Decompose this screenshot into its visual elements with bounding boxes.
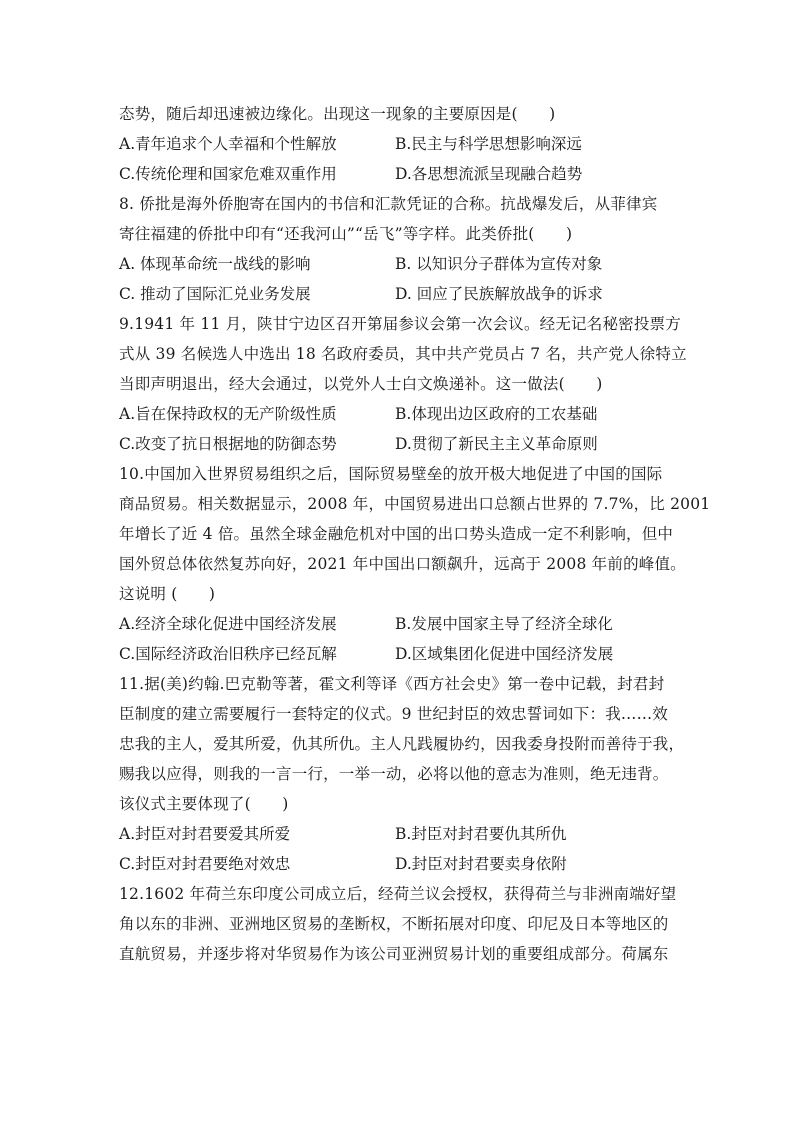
question-10-options-row: [119, 609, 689, 639]
question-11-stem-line: 该仪式主要体现了( ): [119, 795, 289, 813]
option-b: B.民主与科学思想影响深远: [395, 135, 582, 153]
question-12: [119, 879, 689, 969]
option-b: B.体现出边区政府的工农基础: [395, 405, 598, 423]
question-11-stem-line: 11.据(美)约翰.巴克勒等著，霍文利等译《西方社会史》第一卷中记载，封君封: [119, 675, 665, 693]
question-9-stem-line: 式从 39 名候选人中选出 18 名政府委员，其中共产党员占 7 名，共产党人徐特立: [119, 345, 687, 363]
question-11-options-row: [119, 849, 689, 879]
question-10-stem-line: 国外贸总体依然复苏向好，2021 年中国出口额飙升，远高于 2008 年前的峰值。: [119, 555, 686, 573]
question-9-options-row: [119, 429, 689, 459]
option-a: A.旨在保持政权的无产阶级性质: [119, 405, 337, 423]
option-b: B.发展中国家主导了经济全球化: [395, 615, 613, 633]
question-8-options-row: [119, 279, 689, 309]
option-a: A.经济全球化促进中国经济发展: [119, 615, 337, 633]
option-d: D. 回应了民族解放战争的诉求: [395, 285, 603, 303]
option-d: D.封臣对封君要卖身依附: [395, 855, 567, 873]
question-9-options-row: [119, 399, 689, 429]
question-8: [119, 189, 689, 309]
question-8-stem-line: 8. 侨批是海外侨胞寄在国内的书信和汇款凭证的合称。抗战爆发后，从菲律宾: [119, 195, 658, 213]
question-7-stem-line: 态势，随后却迅速被边缘化。出现这一现象的主要原因是( ): [119, 105, 556, 123]
question-8-options-row: [119, 249, 689, 279]
question-9-stem-line: 当即声明退出，经大会通过，以党外人士白文焕递补。这一做法( ): [119, 375, 603, 393]
question-12-stem-line: 12.1602 年荷兰东印度公司成立后，经荷兰议会授权，获得荷兰与非洲南端好望: [119, 885, 677, 903]
option-d: D.各思想流派呈现融合趋势: [395, 165, 583, 183]
question-9: [119, 309, 689, 459]
question-7-options-row: [119, 159, 689, 189]
option-d: D.贯彻了新民主主义革命原则: [395, 435, 598, 453]
option-b: B.封臣对封君要仇其所仇: [395, 825, 567, 843]
question-11: [119, 669, 689, 879]
question-11-stem-line: 臣制度的建立需要履行一套特定的仪式。9 世纪封臣的效忠誓词如下：我……效: [119, 705, 668, 723]
question-12-stem-line: 角以东的非洲、亚洲地区贸易的垄断权，不断拓展对印度、印尼及日本等地区的: [119, 915, 669, 933]
question-10-stem-line: 10.中国加入世界贸易组织之后，国际贸易壁垒的放开极大地促进了中国的国际: [119, 465, 663, 483]
option-c: C.传统伦理和国家危难双重作用: [119, 165, 337, 183]
option-a: A.青年追求个人幸福和个性解放: [119, 135, 337, 153]
option-c: C.改变了抗日根据地的防御态势: [119, 435, 337, 453]
question-10-options-row: [119, 639, 689, 669]
question-9-stem-line: 9.1941 年 11 月，陕甘宁边区召开第届参议会第一次会议。经无记名秘密投票方: [119, 315, 681, 333]
option-c: C. 推动了国际汇兑业务发展: [119, 285, 311, 303]
question-11-stem-line: 赐我以应得，则我的一言一行，一举一动，必将以他的意志为准则，绝无违背。: [119, 765, 669, 783]
option-a: A. 体现革命统一战线的影响: [119, 255, 311, 273]
option-c: C.封臣对封君要绝对效忠: [119, 855, 291, 873]
question-11-stem-line: 忠我的主人，爱其所爱，仇其所仇。主人凡践履协约，因我委身投附而善待于我，: [119, 735, 685, 753]
option-c: C.国际经济政治旧秩序已经瓦解: [119, 645, 337, 663]
question-7-options-row: [119, 129, 689, 159]
question-10-stem-line: 商品贸易。相关数据显示，2008 年，中国贸易进出口总额占世界的 7.7%，比 2001: [119, 495, 711, 513]
question-8-stem-line: 寄往福建的侨批中印有“还我河山”“岳飞”等字样。此类侨批( ): [119, 225, 573, 243]
option-d: D.区域集团化促进中国经济发展: [395, 645, 614, 663]
question-11-options-row: [119, 819, 689, 849]
option-a: A.封臣对封君要爱其所爱: [119, 825, 291, 843]
question-10-stem-line: 年增长了近 4 倍。虽然全球金融危机对中国的出口势头造成一定不利影响，但中: [119, 525, 674, 543]
option-b: B. 以知识分子群体为宣传对象: [395, 255, 603, 273]
exam-page: [119, 99, 711, 969]
question-12-stem-line: 直航贸易，并逐步将对华贸易作为该公司亚洲贸易计划的重要组成部分。荷属东: [119, 945, 669, 963]
question-10-stem-line: 这说明 ( ): [119, 585, 216, 603]
question-7: [119, 99, 689, 189]
question-10: [119, 459, 711, 669]
